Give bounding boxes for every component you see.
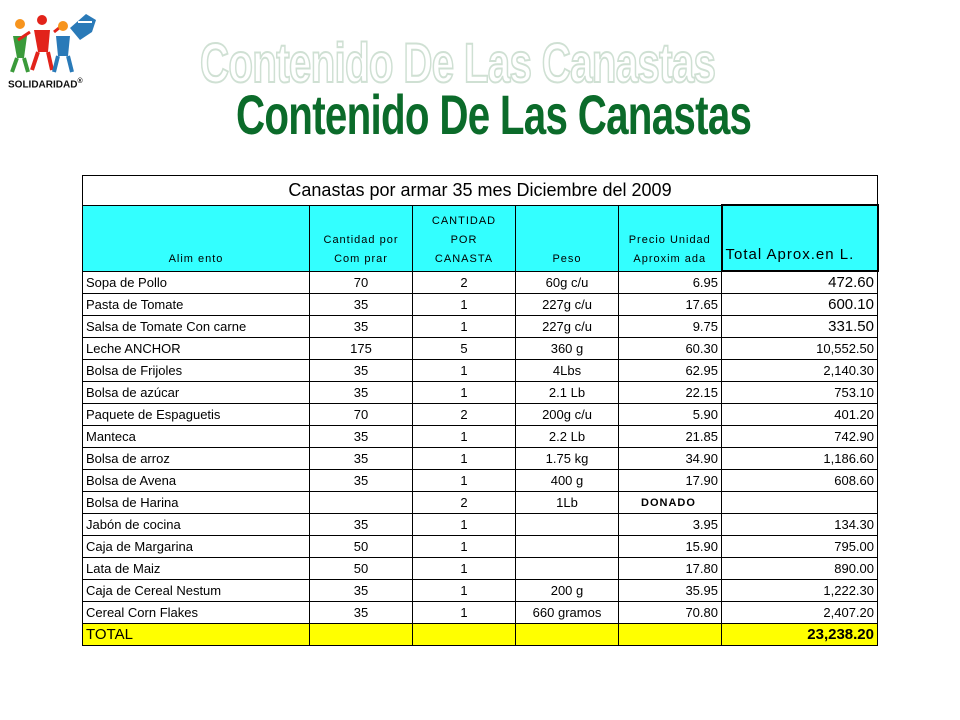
header-por-canasta-line2: POR — [450, 233, 478, 246]
cell-total: 1,186.60 — [722, 448, 878, 470]
total-empty-cell — [619, 624, 722, 646]
cell-cantidad: 35 — [310, 602, 413, 624]
table-row — [83, 382, 878, 404]
cell-peso: 2.2 Lb — [516, 426, 619, 448]
table-row — [83, 338, 878, 360]
cell-precio: 17.80 — [619, 558, 722, 580]
cell-cantidad: 50 — [310, 536, 413, 558]
cell-total: 401.20 — [722, 404, 878, 426]
table-row — [83, 536, 878, 558]
cell-peso: 4Lbs — [516, 360, 619, 382]
cell-por-canasta: 1 — [413, 470, 516, 492]
cell-alimento: Caja de Margarina — [83, 536, 310, 558]
table-row — [83, 294, 878, 316]
cell-peso: 1Lb — [516, 492, 619, 514]
cell-cantidad: 50 — [310, 558, 413, 580]
cell-total: 742.90 — [722, 426, 878, 448]
cell-por-canasta: 2 — [413, 492, 516, 514]
total-empty-cell — [516, 624, 619, 646]
cell-por-canasta: 5 — [413, 338, 516, 360]
table-row — [83, 426, 878, 448]
cell-cantidad: 70 — [310, 404, 413, 426]
cell-por-canasta: 1 — [413, 558, 516, 580]
page-title: Contenido De Las Canastas — [236, 83, 752, 146]
header-precio-line1: Precio Unidad — [628, 233, 711, 246]
cell-alimento: Jabón de cocina — [83, 514, 310, 536]
people-figures-icon — [8, 10, 108, 80]
table-row — [83, 448, 878, 470]
cell-alimento: Bolsa de azúcar — [83, 382, 310, 404]
cell-peso: 60g c/u — [516, 271, 619, 294]
table-row — [83, 470, 878, 492]
cell-por-canasta: 1 — [413, 602, 516, 624]
cell-precio: 5.90 — [619, 404, 722, 426]
cell-total: 331.50 — [722, 316, 878, 338]
cell-por-canasta: 1 — [413, 316, 516, 338]
table-row — [83, 558, 878, 580]
cell-por-canasta: 1 — [413, 448, 516, 470]
cell-precio: 21.85 — [619, 426, 722, 448]
cell-peso — [516, 536, 619, 558]
cell-cantidad: 35 — [310, 360, 413, 382]
registered-mark: ® — [77, 78, 83, 85]
cell-alimento: Bolsa de Harina — [83, 492, 310, 514]
cell-cantidad: 175 — [310, 338, 413, 360]
cell-cantidad: 35 — [310, 580, 413, 602]
header-alimento: Alim ento — [83, 205, 310, 271]
cell-por-canasta: 1 — [413, 360, 516, 382]
cell-alimento: Caja de Cereal Nestum — [83, 580, 310, 602]
solidaridad-logo — [8, 10, 108, 92]
cell-por-canasta: 1 — [413, 580, 516, 602]
cell-total — [722, 492, 878, 514]
cell-cantidad: 35 — [310, 470, 413, 492]
cell-precio: 22.15 — [619, 382, 722, 404]
table-row — [83, 602, 878, 624]
cell-cantidad: 35 — [310, 316, 413, 338]
table-row — [83, 580, 878, 602]
cell-peso: 660 gramos — [516, 602, 619, 624]
cell-total: 795.00 — [722, 536, 878, 558]
cell-total: 600.10 — [722, 294, 878, 316]
total-row — [83, 624, 878, 646]
cell-por-canasta: 1 — [413, 294, 516, 316]
cell-total: 2,407.20 — [722, 602, 878, 624]
cell-alimento: Bolsa de Avena — [83, 470, 310, 492]
cell-precio: 17.65 — [619, 294, 722, 316]
cell-total: 10,552.50 — [722, 338, 878, 360]
cell-total: 753.10 — [722, 382, 878, 404]
cell-precio: DONADO — [619, 492, 722, 514]
cell-total: 134.30 — [722, 514, 878, 536]
cell-peso: 200 g — [516, 580, 619, 602]
cell-total: 1,222.30 — [722, 580, 878, 602]
table-row — [83, 514, 878, 536]
cell-cantidad: 70 — [310, 271, 413, 294]
cell-por-canasta: 1 — [413, 536, 516, 558]
table-body — [83, 271, 878, 624]
cell-total: 890.00 — [722, 558, 878, 580]
cell-precio: 17.90 — [619, 470, 722, 492]
cell-cantidad: 35 — [310, 514, 413, 536]
cell-precio: 34.90 — [619, 448, 722, 470]
header-precio-line2: Aproxim ada — [633, 252, 707, 265]
total-value: 23,238.20 — [722, 624, 878, 646]
cell-por-canasta: 1 — [413, 426, 516, 448]
cell-peso: 200g c/u — [516, 404, 619, 426]
total-empty-cell — [413, 624, 516, 646]
header-total: Total Aprox.en L. — [722, 205, 878, 271]
header-cantidad — [310, 205, 413, 271]
cell-peso: 227g c/u — [516, 316, 619, 338]
cell-precio: 3.95 — [619, 514, 722, 536]
header-por-canasta-line3: CANASTA — [434, 252, 494, 265]
cell-peso: 227g c/u — [516, 294, 619, 316]
cell-peso — [516, 514, 619, 536]
table-caption: Canastas por armar 35 mes Diciembre del 2009 — [83, 176, 878, 206]
total-empty-cell — [310, 624, 413, 646]
cell-precio: 62.95 — [619, 360, 722, 382]
header-cantidad-line2: Com prar — [334, 252, 388, 265]
cell-peso: 2.1 Lb — [516, 382, 619, 404]
cell-alimento: Cereal Corn Flakes — [83, 602, 310, 624]
cell-alimento: Leche ANCHOR — [83, 338, 310, 360]
cell-alimento: Salsa de Tomate Con carne — [83, 316, 310, 338]
cell-alimento: Manteca — [83, 426, 310, 448]
cell-cantidad — [310, 492, 413, 514]
header-row — [83, 205, 878, 271]
cell-precio: 35.95 — [619, 580, 722, 602]
cell-total: 472.60 — [722, 271, 878, 294]
cell-precio: 70.80 — [619, 602, 722, 624]
cell-peso — [516, 558, 619, 580]
cell-cantidad: 35 — [310, 294, 413, 316]
cell-por-canasta: 1 — [413, 514, 516, 536]
cell-precio: 60.30 — [619, 338, 722, 360]
cell-cantidad: 35 — [310, 382, 413, 404]
cell-cantidad: 35 — [310, 426, 413, 448]
cell-peso: 400 g — [516, 470, 619, 492]
caption-row — [83, 176, 878, 206]
cell-total: 2,140.30 — [722, 360, 878, 382]
header-cantidad-line1: Cantidad por — [323, 233, 399, 246]
cell-total: 608.60 — [722, 470, 878, 492]
header-peso: Peso — [516, 205, 619, 271]
title-shadow: Contenido De Las Canastas — [200, 31, 716, 94]
canastas-table — [82, 175, 879, 646]
logo-text: SOLIDARIDAD — [8, 79, 78, 91]
cell-alimento: Sopa de Pollo — [83, 271, 310, 294]
header-precio — [619, 205, 722, 271]
cell-precio: 15.90 — [619, 536, 722, 558]
cell-precio: 9.75 — [619, 316, 722, 338]
cell-alimento: Bolsa de Frijoles — [83, 360, 310, 382]
cell-alimento: Bolsa de arroz — [83, 448, 310, 470]
table-row — [83, 404, 878, 426]
cell-peso: 1.75 kg — [516, 448, 619, 470]
header-por-canasta — [413, 205, 516, 271]
table-row — [83, 271, 878, 294]
cell-alimento: Paquete de Espaguetis — [83, 404, 310, 426]
cell-cantidad: 35 — [310, 448, 413, 470]
cell-peso: 360 g — [516, 338, 619, 360]
cell-alimento: Lata de Maiz — [83, 558, 310, 580]
cell-por-canasta: 1 — [413, 382, 516, 404]
header-por-canasta-line1: CANTIDAD — [431, 214, 497, 227]
table-row — [83, 360, 878, 382]
cell-por-canasta: 2 — [413, 271, 516, 294]
table-row — [83, 316, 878, 338]
total-label: TOTAL — [83, 624, 310, 646]
cell-precio: 6.95 — [619, 271, 722, 294]
spreadsheet — [82, 175, 877, 646]
table-row — [83, 492, 878, 514]
cell-por-canasta: 2 — [413, 404, 516, 426]
cell-alimento: Pasta de Tomate — [83, 294, 310, 316]
